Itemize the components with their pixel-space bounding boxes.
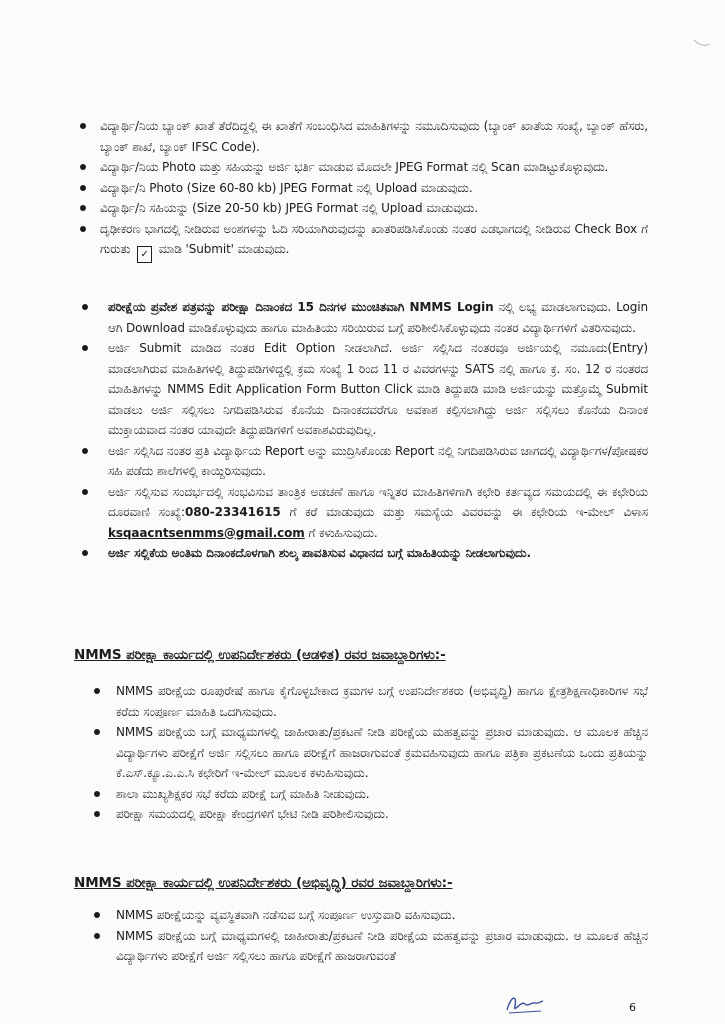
sub-instruction-list [80,297,648,564]
list-item [80,482,648,544]
phone-number: 080-23341615 [184,505,281,519]
bullet [94,791,100,797]
item-text: ಅರ್ಜಿ ಸಲ್ಲಿಕೆಯ ಅಂತಿಮ ದಿನಾಂಕದೊಳಗಾಗಿ ಶುಲ್ಕ ಪಾವತಿಸುವ ವಿಧಾನದ ಬಗ್ಗೆ ಮಾಹಿತಿಯನ್ನು ನೀಡಲಾಗುವುದು. [108,546,531,560]
item-text: ಅರ್ಜಿ Submit ಮಾಡಿದ ನಂತರ Edit Option ನೀಡಲಾಗಿದೆ. ಅರ್ಜಿ ಸಲ್ಲಿಸಿದ ನಂತರವೂ ಅರ್ಜಿಯಲ್ಲಿ ನಮೂದು(Entry) ಮಾಡಲಾಗಿರುವ ಮಾಹಿತಿಗಳಲ್ಲಿ ತಿದ್ದುಪಡಿಗಳಿದ್ದಲ್ಲಿ ಕ್ರಮ ಸಂಖ್ಯೆ 1 ರಿಂದ 11 ರ ವಿವರಗಳನ್ನು SATS ನಲ್ಲಿ ಹಾಗೂ ಕ್ರ. ಸಂ. 12 ರ ನಂತರದ ಮಾಹಿತಿಗಳನ್ನು NMMS Edit Application Form Button Click ಮಾಡಿ ತಿದ್ದುಪಡಿ ಮಾಡಿ ಅರ್ಜಿಯನ್ನು ಮತ್ತೊಮ್ಮೆ Submit ಮಾಡಲು ಅರ್ಜಿ ಸಲ್ಲಿಸಲು ನಿಗದಿಪಡಿಸಿರುವ ಕೊನೆಯ ದಿನಾಂಕದವರೆಗೂ ಅವಕಾಶ ಕಲ್ಪಿಸಲಾಗಿದ್ದು ಅರ್ಜಿ ಸಲ್ಲಿಸಲು ಕೊನೆಯ ದಿನಾಂಕ ಮುಕ್ತಾಯವಾದ ನಂತರ ಯಾವುದೇ ತಿದ್ದುಪಡಿಗಳಿಗೆ ಅವಕಾಶವಿರುವುದಿಲ್ಲ. [108,341,648,437]
bullet [82,489,88,495]
item-text: NMMS ಪರೀಕ್ಷೆಯ ಬಗ್ಗೆ ಮಾಧ್ಯಮಗಳಲ್ಲಿ ಜಾಹೀರಾತು/ಪ್ರಕಟಣೆ ನೀಡಿ ಪರೀಕ್ಷೆಯ ಮಹತ್ವವನ್ನು ಪ್ರಚಾರ ಮಾಡುವುದು. ಆ ಮೂಲಕ ಹೆಚ್ಚಿನ ವಿದ್ಯಾರ್ಥಿಗಳು ಪರೀಕ್ಷೆಗೆ ಅರ್ಜಿ ಸಲ್ಲಿಸಲು ಹಾಗೂ ಪರೀಕ್ಷೆಗೆ ಹಾಜರಾಗುವಂತೆ ಕ್ರಮವಹಿಸುವುದು ಹಾಗೂ ಪತ್ರಿಕಾ ಪ್ರಕಟಣೆಯ ಒಂದು ಪ್ರತಿಯನ್ನು ಕೆ.ಎಸ್.ಕ್ಯೂ.ಎ.ಎ.ಸಿ ಕಛೇರಿಗೆ ಇ-ಮೇಲ್ ಮೂಲಕ ಕಳುಹಿಸುವುದು. [116,725,648,780]
list-item [94,722,648,784]
item-text: ವಿದ್ಯಾರ್ಥಿ/ನಿಯ Photo ಮತ್ತು ಸಹಿಯನ್ನು ಅರ್ಜಿ ಭರ್ತಿ ಮಾಡುವ ಮೊದಲೇ JPEG Format ನಲ್ಲಿ Scan ಮಾಡಿಟ್ಟುಕೊಳ್ಳುವುದು. [100,160,609,174]
list-item [80,198,648,219]
item-text: ಗೆ ಕಳುಹಿಸುವುದು. [304,525,378,540]
admit-card-notice: ಪರೀಕ್ಷೆಯ ಪ್ರವೇಶ ಪತ್ರವನ್ನು ಪರೀಕ್ಷಾ ದಿನಾಂಕದ 15 ದಿನಗಳ ಮುಂಚಿತವಾಗಿ NMMS Login [108,300,494,314]
item-text: ದೃಢೀಕರಣ ಭಾಗದಲ್ಲಿ ನೀಡಿರುವ ಅಂಶಗಳನ್ನು ಓದಿ ಸರಿಯಾಗಿರುವುದನ್ನು ಖಾತರಿಪಡಿಸಿಕೊಂಡು ನಂತರ ಎಡಭಾಗದಲ್ಲಿ ನೀಡಿರುವ Check Box ಗೆ ಗುರುತು [100,221,648,256]
item-text: ಗೆ ಕರೆ ಮಾಡುವುದು ಮತ್ತು ಸಮಸ್ಯೆಯ ವಿವರವನ್ನು ಈ ಕಛೇರಿಯ ಇ-ಮೇಲ್ ವಿಳಾಸ [280,505,648,519]
list-item [80,441,648,482]
corner-mark [693,38,711,48]
list-item [80,338,648,441]
bullet [82,550,88,556]
list-item [80,543,648,564]
bullet [82,345,88,351]
list-item [94,905,648,926]
list-item [94,926,648,967]
bullet [80,164,86,170]
bullet [94,811,100,817]
item-text: NMMS ಪರೀಕ್ಷೆಯ ರೂಪುರೇಷೆ ಹಾಗೂ ಕೈಗೊಳ್ಳಬೇಕಾದ ಕ್ರಮಗಳ ಬಗ್ಗೆ ಉಪನಿರ್ದೇಶಕರು (ಅಭಿವೃದ್ಧಿ) ಹಾಗೂ ಕ್ಷೇತ್ರಶಿಕ್ಷಣಾಧಿಕಾರಿಗಳ ಸಭೆ ಕರೆದು ಸಂಪೂರ್ಣ ಮಾಹಿತಿ ಒದಗಿಸುವುದು. [116,684,648,719]
item-text: ವಿದ್ಯಾರ್ಥಿ/ನಿ Photo (Size 60-80 kb) JPEG Format ನಲ್ಲಿ Upload ಮಾಡುವುದು. [100,180,473,195]
bullet [80,123,86,129]
bullet [94,933,100,939]
instruction-list [80,116,648,263]
list-item [80,219,648,264]
bullet [80,205,86,211]
bullet [80,226,86,232]
list-item [80,178,648,199]
item-text: ಅರ್ಜಿ ಸಲ್ಲಿಸಿದ ನಂತರ ಪ್ರತಿ ವಿದ್ಯಾರ್ಥಿಯ Report ಅನ್ನು ಮುದ್ರಿಸಿಕೊಂಡು Report ನಲ್ಲಿ ನಿಗದಿಪಡಿಸಿರುವ ಜಾಗದಲ್ಲಿ ವಿದ್ಯಾರ್ಥಿಗಳ/ಪೋಷಕರ ಸಹಿ ಪಡೆದು ಶಾಲೆಗಳಲ್ಲಿ ಕಾಯ್ದಿರಿಸುವುದು. [108,443,648,478]
bullet [94,729,100,735]
item-text: ಶಾಲಾ ಮುಖ್ಯಶಿಕ್ಷಕರ ಸಭೆ ಕರೆದು ಪರೀಕ್ಷೆ ಬಗ್ಗೆ ಮಾಹಿತಿ ನೀಡುವುದು. [116,786,370,801]
list-item [94,804,648,825]
bullet [94,912,100,918]
list-item [94,681,648,722]
list-item [94,784,648,805]
bullet [94,688,100,694]
list-item [80,297,648,338]
item-text: ಮಾಡಿ 'Submit' ಮಾಡುವುದು. [158,242,290,256]
bullet [82,304,88,310]
admin-duties-list [94,681,648,825]
development-duties-list [94,905,648,967]
list-item [80,116,648,157]
section-heading-development: NMMS ಪರೀಕ್ಷಾ ಕಾರ್ಯದಲ್ಲಿ ಉಪನಿರ್ದೇಶಕರು (ಅಭಿವೃದ್ಧಿ) ರವರ ಜವಾಬ್ದಾರಿಗಳು:- [74,875,453,891]
bullet [82,448,88,454]
bullet [80,185,86,191]
page-number: 6 [629,1001,636,1014]
email-link[interactable]: ksqaacntsenmms@gmail.com [108,525,305,540]
item-text: ನಲ್ಲಿ ಲಭ್ಯ ಮಾಡಲಾಗುವುದು. Login ಆಗಿ Download ಮಾಡಿಕೊಳ್ಳುವುದು ಹಾಗೂ ಮಾಹಿತಿಯು ಸರಿಯಿರುವ ಬಗ್ಗೆ ಪರಿಶೀಲಿಸಿಕೊಳ್ಳುವುದು ನಂತರ ವಿದ್ಯಾರ್ಥಿಗಳಿಗೆ ವಿತರಿಸುವುದು. [108,300,648,335]
section-heading-admin: NMMS ಪರೀಕ್ಷಾ ಕಾರ್ಯದಲ್ಲಿ ಉಪನಿರ್ದೇಶಕರು (ಆಡಳಿತ) ರವರ ಜವಾಬ್ದಾರಿಗಳು:- [74,647,446,663]
item-text: NMMS ಪರೀಕ್ಷೆಯ ಬಗ್ಗೆ ಮಾಧ್ಯಮಗಳಲ್ಲಿ ಜಾಹೀರಾತು/ಪ್ರಕಟಣೆ ನೀಡಿ ಪರೀಕ್ಷೆಯ ಮಹತ್ವವನ್ನು ಪ್ರಚಾರ ಮಾಡುವುದು. ಆ ಮೂಲಕ ಹೆಚ್ಚಿನ ವಿದ್ಯಾರ್ಥಿಗಳು ಪರೀಕ್ಷೆಗೆ ಅರ್ಜಿ ಸಲ್ಲಿಸಲು ಹಾಗೂ ಪರೀಕ್ಷೆಗೆ ಹಾಜರಾಗುವಂತೆ [116,928,648,963]
signature-icon [503,990,547,1018]
item-text: NMMS ಪರೀಕ್ಷೆಯನ್ನು ವ್ಯವಸ್ಥಿತವಾಗಿ ನಡೆಸುವ ಬಗ್ಗೆ ಸಂಪೂರ್ಣ ಉಸ್ತುವಾರಿ ವಹಿಸುವುದು. [116,908,456,922]
item-text: ವಿದ್ಯಾರ್ಥಿ/ನಿ ಸಹಿಯನ್ನು (Size 20-50 kb) JPEG Format ನಲ್ಲಿ Upload ಮಾಡುವುದು. [100,201,479,215]
item-text: ವಿದ್ಯಾರ್ಥಿ/ನಿಯ ಬ್ಯಾಂಕ್ ಖಾತೆ ತೆರೆದಿದ್ದಲ್ಲಿ ಈ ಖಾತೆಗೆ ಸಂಬಂಧಿಸಿದ ಮಾಹಿತಿಗಳನ್ನು ನಮೂದಿಸುವುದು (ಬ್ಯಾಂಕ್ ಖಾತೆಯ ಸಂಖ್ಯೆ, ಬ್ಯಾಂಕ್ ಹೆಸರು, ಬ್ಯಾಂಕ್ ಶಾಖೆ, ಬ್ಯಾಂಕ್ IFSC Code). [100,119,648,154]
list-item [80,157,648,178]
item-text: ಅರ್ಜಿ ಸಲ್ಲಿಸುವ ಸಂದರ್ಭದಲ್ಲಿ ಸಂಭವಿಸುವ ತಾಂತ್ರಿಕ ಅಡಚಣೆ ಹಾಗೂ ಇನ್ನಿತರ ಮಾಹಿತಿಗಳಿಗಾಗಿ ಕಛೇರಿ ಕರ್ತವ್ಯದ ಸಮಯದಲ್ಲಿ ಈ ಕಛೇರಿಯ ದೂರವಾಣಿ ಸಂಖ್ಯೆ: [108,484,648,519]
item-text: ಪರೀಕ್ಷಾ ಸಮಯದಲ್ಲಿ ಪರೀಕ್ಷಾ ಕೇಂದ್ರಗಳಿಗೆ ಭೇಟಿ ನೀಡಿ ಪರಿಶೀಲಿಸುವುದು. [116,807,389,821]
checkbox-icon: ✓ [137,246,152,263]
